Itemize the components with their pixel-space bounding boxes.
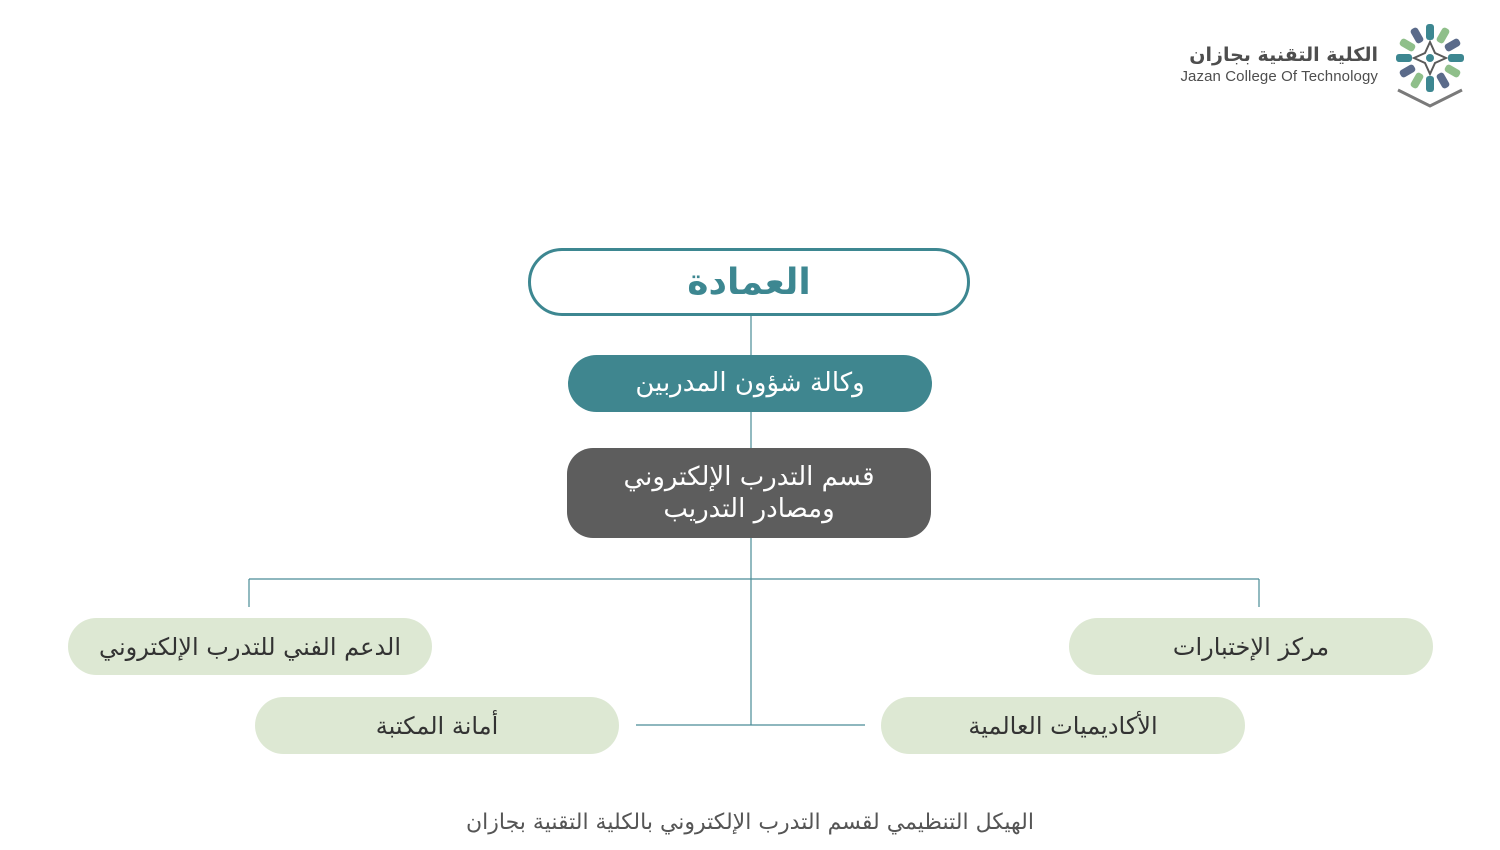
college-name-arabic: الكلية التقنية بجازان (1189, 43, 1378, 66)
trainers-affairs-agency-box (568, 355, 932, 412)
tests-center-box (1069, 618, 1433, 675)
deanship-box (528, 248, 970, 316)
agency-label: وكالة شؤون المدربين (635, 368, 865, 399)
library-label: أمانة المكتبة (375, 711, 499, 740)
library-box (255, 697, 619, 754)
technical-support-box (68, 618, 432, 675)
e-training-department-box (567, 448, 931, 538)
tests-center-label: مركز الإختبارات (1172, 632, 1330, 661)
department-label (623, 461, 874, 526)
department-label-line1: قسم التدرب الإلكتروني (623, 461, 875, 492)
deanship-label: العمادة (687, 261, 811, 303)
college-name-english: Jazan College Of Technology (1180, 67, 1378, 85)
technical-support-label: الدعم الفني للتدرب الإلكتروني (98, 632, 402, 661)
chart-caption: الهيكل التنظيمي لقسم التدرب الإلكتروني بالكلية التقنية بجازان (466, 810, 1034, 835)
academies-label: الأكاديميات العالمية (968, 711, 1158, 740)
department-label-line2: ومصادر التدريب (663, 494, 835, 524)
global-academies-box (881, 697, 1245, 754)
